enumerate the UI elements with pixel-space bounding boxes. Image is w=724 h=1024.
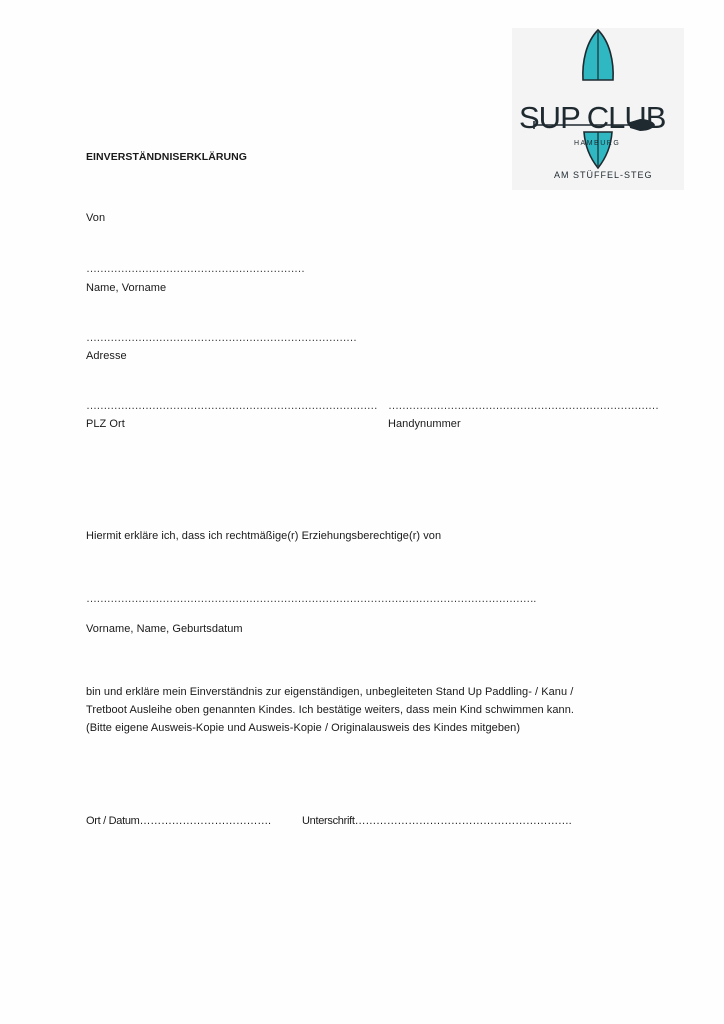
child-field-line: ………………………………………………………………………………………………………………….: [86, 593, 536, 605]
logo-subtitle: AM STÜFFEL-STEG: [554, 170, 653, 180]
address-field-label: Adresse: [86, 350, 127, 362]
sup-club-logo: [512, 28, 684, 190]
child-field-label: Vorname, Name, Geburtsdatum: [86, 623, 243, 635]
city-field-line: …………………………………………………………………………: [86, 400, 378, 412]
signature-field: Unterschrift…………………………………………………….: [302, 815, 572, 827]
phone-field-line: ……………………………………………………………………: [388, 400, 659, 412]
declaration-text: Hiermit erkläre ich, dass ich rechtmäßige(r) Erziehungsberechtige(r) von: [86, 530, 442, 542]
from-label: Von: [86, 212, 106, 224]
consent-line-3: (Bitte eigene Ausweis-Kopie und Ausweis-Kopie / Originalausweis des Kindes mitgeben): [86, 722, 521, 734]
place-date-field: Ort / Datum……………………………….: [86, 815, 271, 827]
name-field-label: Name, Vorname: [86, 282, 167, 294]
phone-field-label: Handynummer: [388, 418, 461, 430]
logo-city: HAMBURG: [574, 140, 621, 147]
consent-line-2: Tretboot Ausleihe oben genannten Kindes. Ich bestätige weiters, dass mein Kind schwimmen kann.: [86, 704, 574, 716]
logo-wordmark: SUP CLUB: [519, 100, 666, 135]
consent-line-1: bin und erkläre mein Einverständnis zur eigenständigen, unbegleiteten Stand Up Paddling- / Kanu /: [86, 686, 574, 698]
city-field-label: PLZ Ort: [86, 418, 125, 430]
document-title: EINVERSTÄNDNISERKLÄRUNG: [86, 151, 247, 163]
name-field-line: ………………………………………………………: [86, 263, 305, 275]
address-field-line: ……………………………………………………………………: [86, 332, 357, 344]
